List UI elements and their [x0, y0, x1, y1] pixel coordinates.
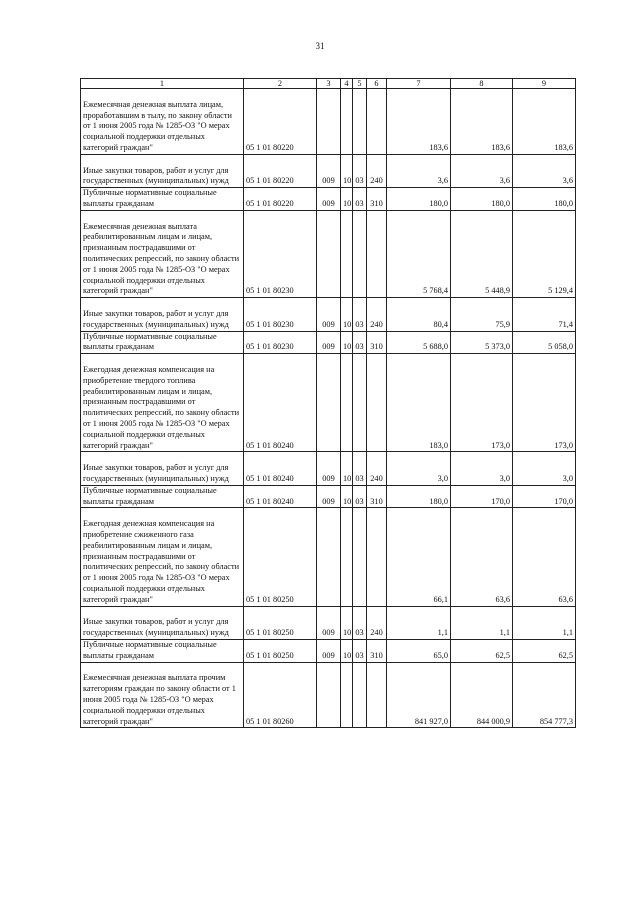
table-row: [81, 154, 576, 187]
row-name-cell: Иные закупки товаров, работ и услуг для государственных (муниципальных) нужд: [81, 298, 244, 331]
row-expense-type-cell: 310: [367, 485, 387, 508]
row-amount-col8-cell: 844 000,9: [451, 662, 513, 728]
table-row: [81, 485, 576, 508]
row-name-cell: Иные закупки товаров, работ и услуг для государственных (муниципальных) нужд: [81, 606, 244, 639]
table-row: [81, 89, 576, 155]
row-amount-col7-cell: 3,6: [387, 154, 451, 187]
row-amount-col7-cell: 65,0: [387, 639, 451, 662]
header-cell: 9: [513, 79, 576, 89]
row-subsection-cell: 03: [353, 154, 367, 187]
row-code-cell: 05 1 01 80230: [244, 331, 317, 354]
row-subsection-cell: [353, 508, 367, 606]
row-name-cell: Публичные нормативные социальные выплаты гражданам: [81, 188, 244, 211]
page-number: 31: [315, 41, 325, 51]
row-code-cell: 05 1 01 80260: [244, 662, 317, 728]
row-amount-col7-cell: 5 688,0: [387, 331, 451, 354]
header-cell: 2: [244, 79, 317, 89]
row-ministry-cell: [317, 89, 341, 155]
row-amount-col7-cell: 183,6: [387, 89, 451, 155]
row-amount-col7-cell: 180,0: [387, 188, 451, 211]
table-row: [81, 662, 576, 728]
header-cell: 1: [81, 79, 244, 89]
table-row: [81, 331, 576, 354]
row-ministry-cell: 009: [317, 154, 341, 187]
header-cell: 6: [367, 79, 387, 89]
row-amount-col7-cell: 841 927,0: [387, 662, 451, 728]
row-section-cell: 10: [341, 331, 353, 354]
row-expense-type-cell: 310: [367, 639, 387, 662]
row-section-cell: 10: [341, 154, 353, 187]
row-ministry-cell: 009: [317, 639, 341, 662]
row-amount-col8-cell: 183,6: [451, 89, 513, 155]
row-amount-col8-cell: 75,9: [451, 298, 513, 331]
row-expense-type-cell: 240: [367, 298, 387, 331]
row-section-cell: 10: [341, 606, 353, 639]
row-name-cell: Иные закупки товаров, работ и услуг для государственных (муниципальных) нужд: [81, 452, 244, 485]
row-code-cell: 05 1 01 80250: [244, 639, 317, 662]
row-section-cell: [341, 210, 353, 297]
row-amount-col9-cell: 854 777,3: [513, 662, 576, 728]
row-subsection-cell: 03: [353, 452, 367, 485]
row-amount-col7-cell: 5 768,4: [387, 210, 451, 297]
row-amount-col8-cell: 1,1: [451, 606, 513, 639]
row-ministry-cell: 009: [317, 331, 341, 354]
table-row: [81, 508, 576, 606]
row-subsection-cell: [353, 210, 367, 297]
row-amount-col9-cell: 71,4: [513, 298, 576, 331]
row-subsection-cell: [353, 89, 367, 155]
row-subsection-cell: 03: [353, 298, 367, 331]
row-code-cell: 05 1 01 80220: [244, 188, 317, 211]
row-amount-col8-cell: 63,6: [451, 508, 513, 606]
header-cell: 4: [341, 79, 353, 89]
row-code-cell: 05 1 01 80240: [244, 485, 317, 508]
row-amount-col7-cell: 1,1: [387, 606, 451, 639]
budget-table: [80, 78, 576, 728]
header-cell: 8: [451, 79, 513, 89]
row-code-cell: 05 1 01 80220: [244, 154, 317, 187]
row-expense-type-cell: [367, 89, 387, 155]
row-ministry-cell: 009: [317, 452, 341, 485]
row-amount-col7-cell: 80,4: [387, 298, 451, 331]
row-amount-col9-cell: 3,6: [513, 154, 576, 187]
row-name-cell: Публичные нормативные социальные выплаты гражданам: [81, 485, 244, 508]
row-expense-type-cell: 240: [367, 606, 387, 639]
table-row: [81, 606, 576, 639]
row-ministry-cell: 009: [317, 188, 341, 211]
row-amount-col7-cell: 66,1: [387, 508, 451, 606]
row-amount-col8-cell: 180,0: [451, 188, 513, 211]
row-amount-col8-cell: 3,0: [451, 452, 513, 485]
row-section-cell: 10: [341, 452, 353, 485]
row-expense-type-cell: [367, 354, 387, 452]
row-section-cell: 10: [341, 298, 353, 331]
row-ministry-cell: [317, 210, 341, 297]
row-code-cell: 05 1 01 80240: [244, 354, 317, 452]
row-amount-col9-cell: 173,0: [513, 354, 576, 452]
row-ministry-cell: 009: [317, 606, 341, 639]
row-expense-type-cell: 310: [367, 331, 387, 354]
table-row: [81, 452, 576, 485]
row-amount-col9-cell: 1,1: [513, 606, 576, 639]
row-amount-col9-cell: 170,0: [513, 485, 576, 508]
row-ministry-cell: [317, 354, 341, 452]
row-amount-col8-cell: 170,0: [451, 485, 513, 508]
row-amount-col7-cell: 3,0: [387, 452, 451, 485]
header-cell: 5: [353, 79, 367, 89]
table-row: [81, 210, 576, 297]
row-subsection-cell: 03: [353, 639, 367, 662]
row-section-cell: 10: [341, 485, 353, 508]
row-subsection-cell: 03: [353, 485, 367, 508]
row-ministry-cell: [317, 508, 341, 606]
row-code-cell: 05 1 01 80250: [244, 508, 317, 606]
header-cell: 7: [387, 79, 451, 89]
header-cell: 3: [317, 79, 341, 89]
row-expense-type-cell: 240: [367, 154, 387, 187]
row-code-cell: 05 1 01 80250: [244, 606, 317, 639]
row-subsection-cell: 03: [353, 331, 367, 354]
row-amount-col7-cell: 183,0: [387, 354, 451, 452]
row-amount-col8-cell: 62,5: [451, 639, 513, 662]
table-row: [81, 188, 576, 211]
row-code-cell: 05 1 01 80230: [244, 210, 317, 297]
row-expense-type-cell: 310: [367, 188, 387, 211]
table-row: [81, 298, 576, 331]
row-name-cell: Иные закупки товаров, работ и услуг для государственных (муниципальных) нужд: [81, 154, 244, 187]
row-section-cell: [341, 508, 353, 606]
row-amount-col9-cell: 3,0: [513, 452, 576, 485]
row-ministry-cell: 009: [317, 298, 341, 331]
row-subsection-cell: [353, 662, 367, 728]
row-amount-col9-cell: 183,6: [513, 89, 576, 155]
row-amount-col9-cell: 62,5: [513, 639, 576, 662]
row-amount-col8-cell: 3,6: [451, 154, 513, 187]
row-section-cell: [341, 89, 353, 155]
row-name-cell: Публичные нормативные социальные выплаты гражданам: [81, 639, 244, 662]
table-header-row: [81, 79, 576, 89]
row-section-cell: [341, 662, 353, 728]
row-expense-type-cell: [367, 508, 387, 606]
row-name-cell: Ежемесячная денежная выплата реабилитированным лицам и лицам, признанным пострадавшими от политических репрессий, по закону области от 1 июня 2005 года № 1285-ОЗ "О мерах социальной поддержки отдельных категорий граждан": [81, 210, 244, 297]
row-section-cell: [341, 354, 353, 452]
row-ministry-cell: [317, 662, 341, 728]
row-expense-type-cell: 240: [367, 452, 387, 485]
row-code-cell: 05 1 01 80230: [244, 298, 317, 331]
row-name-cell: Ежемесячная денежная выплата прочим категориям граждан по закону области от 1 июня 2005 года № 1285-ОЗ "О мерах социальной поддержки отдельных категорий граждан": [81, 662, 244, 728]
row-name-cell: Публичные нормативные социальные выплаты гражданам: [81, 331, 244, 354]
row-expense-type-cell: [367, 662, 387, 728]
row-amount-col8-cell: 5 373,0: [451, 331, 513, 354]
table-row: [81, 639, 576, 662]
row-amount-col9-cell: 5 129,4: [513, 210, 576, 297]
table-body: [81, 89, 576, 728]
row-code-cell: 05 1 01 80220: [244, 89, 317, 155]
row-subsection-cell: 03: [353, 606, 367, 639]
row-code-cell: 05 1 01 80240: [244, 452, 317, 485]
row-expense-type-cell: [367, 210, 387, 297]
table-row: [81, 354, 576, 452]
row-subsection-cell: 03: [353, 188, 367, 211]
row-name-cell: Ежегодная денежная компенсация на приобретение сжиженного газа реабилитированным лицам и лицам, признанным пострадавшими от политических репрессий, по закону области от 1 июня 2005 года № 1285-ОЗ "О мерах социальной поддержки отдельных категорий граждан": [81, 508, 244, 606]
row-amount-col9-cell: 63,6: [513, 508, 576, 606]
row-subsection-cell: [353, 354, 367, 452]
row-name-cell: Ежегодная денежная компенсация на приобретение твердого топлива реабилитированным лицам и лицам, признанным пострадавшими от политических репрессий, по закону области от 1 июня 2005 года № 1285-ОЗ "О мерах социальной поддержки отдельных категорий граждан": [81, 354, 244, 452]
row-section-cell: 10: [341, 639, 353, 662]
row-name-cell: Ежемесячная денежная выплата лицам, проработавшим в тылу, по закону области от 1 июня 2005 года № 1285-ОЗ "О мерах социальной поддержки отдельных категорий граждан": [81, 89, 244, 155]
row-amount-col9-cell: 180,0: [513, 188, 576, 211]
row-ministry-cell: 009: [317, 485, 341, 508]
row-amount-col8-cell: 173,0: [451, 354, 513, 452]
row-section-cell: 10: [341, 188, 353, 211]
row-amount-col8-cell: 5 448,9: [451, 210, 513, 297]
row-amount-col7-cell: 180,0: [387, 485, 451, 508]
row-amount-col9-cell: 5 058,0: [513, 331, 576, 354]
